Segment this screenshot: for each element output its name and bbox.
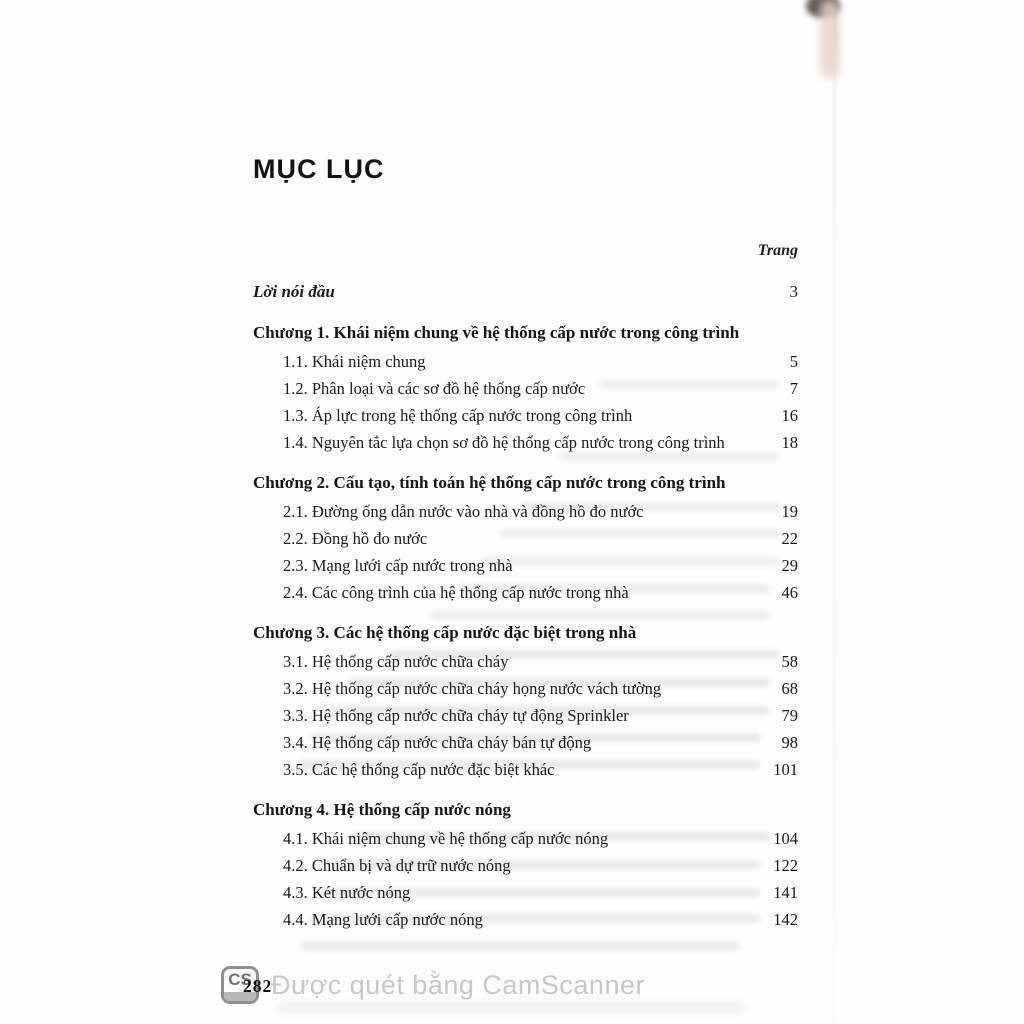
chapter-1-heading bbox=[253, 321, 798, 345]
toc-entry bbox=[253, 528, 798, 549]
preface-label: Lời nói đầu bbox=[253, 282, 335, 301]
entry-page-number: 79 bbox=[781, 706, 798, 725]
toc-entry bbox=[253, 351, 798, 372]
entry-page-number: 18 bbox=[781, 433, 798, 452]
chapter-3-heading bbox=[253, 621, 798, 645]
chapter-2-heading bbox=[253, 471, 798, 495]
entry-page-number: 7 bbox=[789, 379, 798, 398]
entry-label: 4.2. Chuẩn bị và dự trữ nước nóng bbox=[283, 856, 511, 875]
toc-entry bbox=[253, 882, 798, 903]
entry-label: 2.1. Đường ống dẫn nước vào nhà và đồng hồ đo nước bbox=[283, 502, 644, 521]
toc-entry bbox=[253, 405, 798, 426]
entry-label: 2.2. Đồng hồ đo nước bbox=[283, 529, 428, 548]
entry-label: 3.4. Hệ thống cấp nước chữa cháy bán tự động bbox=[283, 733, 592, 752]
toc-entry bbox=[253, 378, 798, 399]
toc-entry bbox=[253, 555, 798, 576]
chapter-4-heading bbox=[253, 798, 798, 822]
entry-page-number: 29 bbox=[781, 556, 798, 575]
entry-page-number: 68 bbox=[781, 679, 798, 698]
entry-page-number: 16 bbox=[781, 406, 798, 425]
toc-entry bbox=[253, 828, 798, 849]
toc-entry bbox=[253, 432, 798, 453]
bottom-shadow-artifact bbox=[275, 1001, 745, 1014]
entry-label: 4.4. Mạng lưới cấp nước nóng bbox=[283, 910, 483, 929]
chapter-title: Chương 4. Hệ thống cấp nước nóng bbox=[253, 800, 511, 819]
entry-page-number: 101 bbox=[773, 760, 798, 779]
entry-label: 2.3. Mạng lưới cấp nước trong nhà bbox=[283, 556, 513, 575]
camscanner-logo-text: CS bbox=[228, 970, 252, 989]
camscanner-watermark-text: Được quét bằng CamScanner bbox=[271, 970, 645, 1000]
toc-entry bbox=[253, 759, 798, 780]
page-column-header: Trang bbox=[757, 242, 798, 259]
entry-page-number: 5 bbox=[789, 352, 798, 371]
entry-label: 1.3. Áp lực trong hệ thống cấp nước trong công trình bbox=[283, 406, 633, 425]
entry-label: 1.4. Nguyên tắc lựa chọn sơ đồ hệ thống cấp nước trong công trình bbox=[283, 433, 725, 452]
entry-page-number: 122 bbox=[773, 856, 798, 875]
page-edge-streak-artifact bbox=[820, 0, 840, 78]
toc-entry bbox=[253, 678, 798, 699]
chapter-title: Chương 3. Các hệ thống cấp nước đặc biệt trong nhà bbox=[253, 623, 637, 642]
bleed-through-artifact bbox=[300, 941, 740, 950]
toc-entry bbox=[253, 732, 798, 753]
entry-label: 3.5. Các hệ thống cấp nước đặc biệt khác bbox=[283, 760, 555, 779]
preface-page-number: 3 bbox=[789, 282, 798, 301]
entry-label: 1.2. Phân loại và các sơ đồ hệ thống cấp nước bbox=[283, 379, 586, 398]
toc-entry bbox=[253, 909, 798, 930]
entry-page-number: 19 bbox=[781, 502, 798, 521]
table-of-contents bbox=[253, 153, 798, 930]
entry-page-number: 98 bbox=[781, 733, 798, 752]
entry-label: 4.1. Khái niệm chung về hệ thống cấp nước nóng bbox=[283, 829, 609, 848]
toc-entry bbox=[253, 582, 798, 603]
toc-entry-preface bbox=[253, 281, 798, 303]
page-title: MỤC LỤC bbox=[253, 154, 385, 184]
entry-page-number: 142 bbox=[773, 910, 798, 929]
entry-label: 1.1. Khái niệm chung bbox=[283, 352, 426, 371]
entry-page-number: 22 bbox=[781, 529, 798, 548]
book-page-number: 282 bbox=[243, 976, 273, 996]
entry-label: 3.1. Hệ thống cấp nước chữa cháy bbox=[283, 652, 509, 671]
page-edge-shadow bbox=[833, 0, 836, 1024]
toc-entry bbox=[253, 651, 798, 672]
entry-page-number: 46 bbox=[781, 583, 798, 602]
entry-page-number: 58 bbox=[781, 652, 798, 671]
entry-label: 3.3. Hệ thống cấp nước chữa cháy tự động Sprinkler bbox=[283, 706, 629, 725]
toc-entry bbox=[253, 501, 798, 522]
toc-entry bbox=[253, 705, 798, 726]
entry-label: 4.3. Két nước nóng bbox=[283, 883, 411, 902]
entry-page-number: 141 bbox=[773, 883, 798, 902]
toc-entry bbox=[253, 855, 798, 876]
entry-page-number: 104 bbox=[773, 829, 798, 848]
entry-label: 3.2. Hệ thống cấp nước chữa cháy họng nước vách tường bbox=[283, 679, 662, 698]
entry-label: 2.4. Các công trình của hệ thống cấp nước trong nhà bbox=[283, 583, 629, 602]
chapter-title: Chương 2. Cấu tạo, tính toán hệ thống cấp nước trong công trình bbox=[253, 473, 726, 492]
chapter-title: Chương 1. Khái niệm chung về hệ thống cấp nước trong công trình bbox=[253, 323, 740, 342]
